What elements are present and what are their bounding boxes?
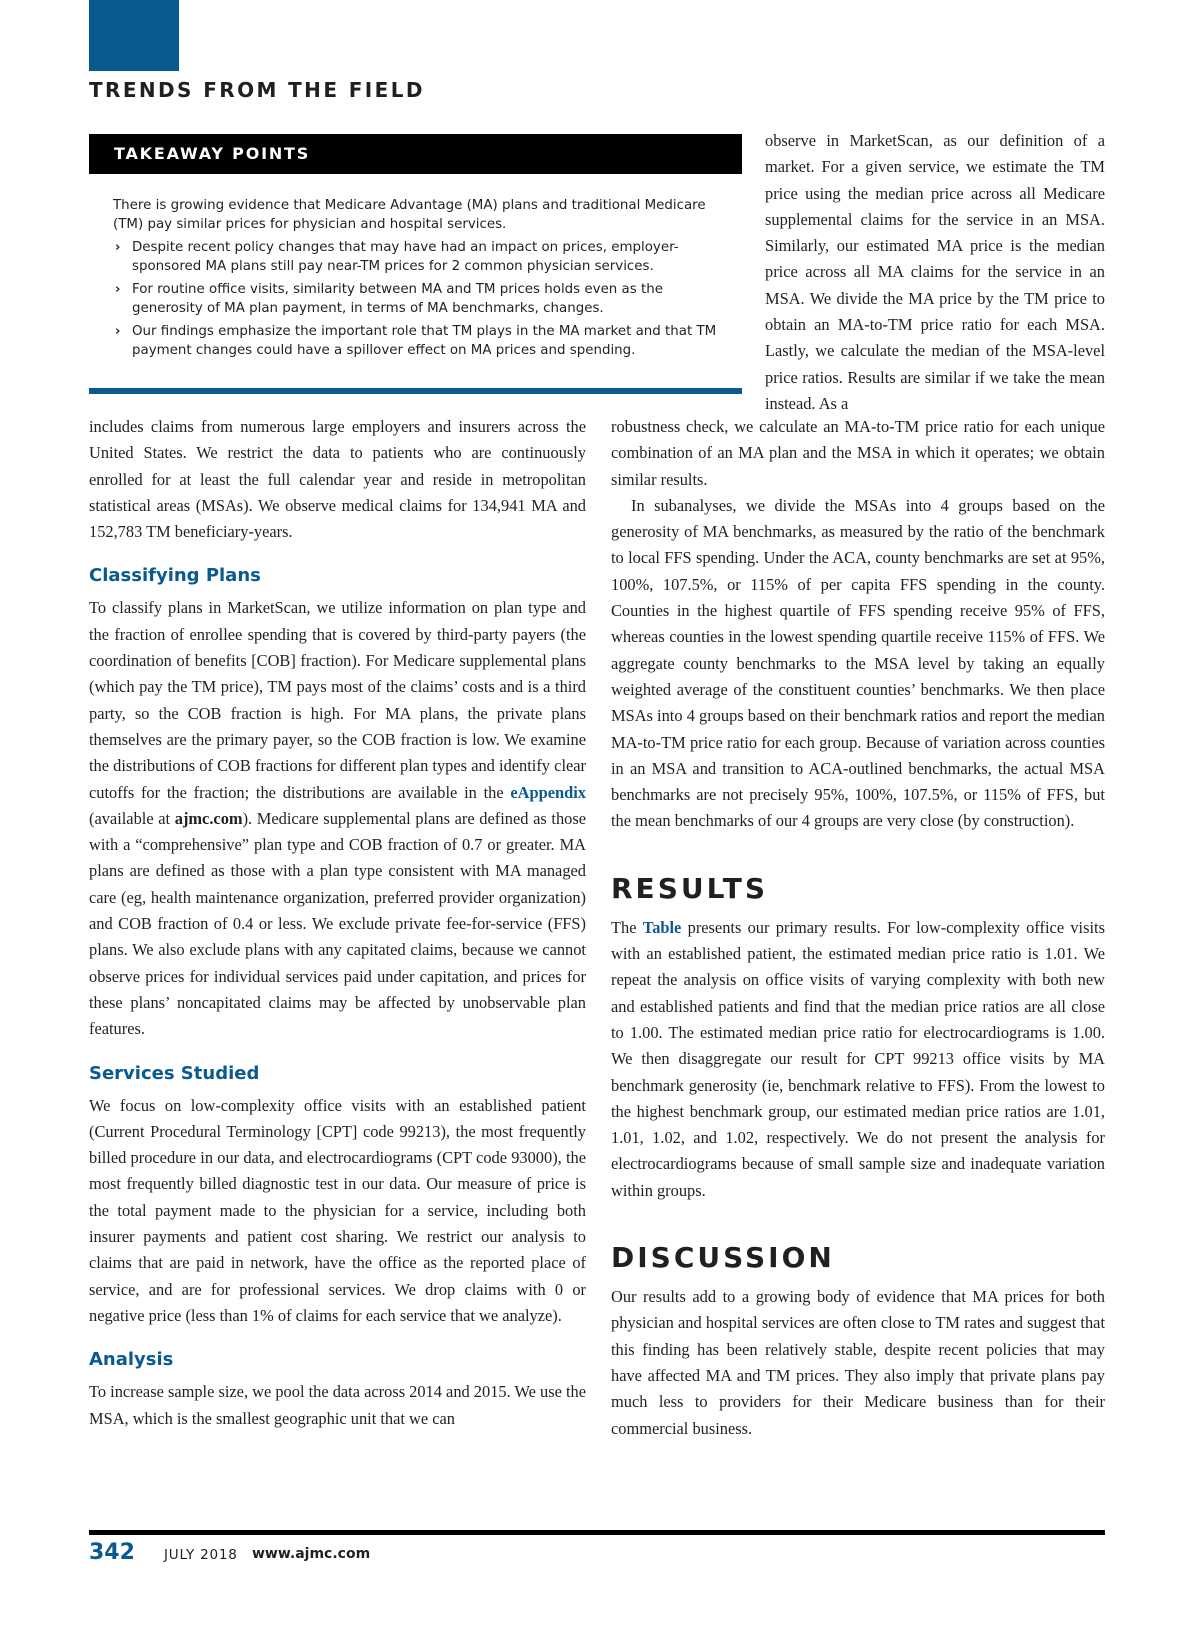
discussion-heading: DISCUSSION [611,1241,835,1275]
eappendix-link[interactable]: eAppendix [510,782,586,802]
subheading-services-studied: Services Studied [89,1062,260,1084]
takeaway-bullet: › For routine office visits, similarity between MA and TM prices holds even as the generosity of MA plan payment, in terms of MA benchmarks, changes. [115,282,663,316]
takeaway-title: TAKEAWAY POINTS [89,134,742,174]
header-color-block [89,0,179,71]
left-column [89,414,586,1432]
paragraph: We focus on low-complexity office visits with an established patient (Current Procedural Terminology [CPT] code 99213), the most frequently billed procedure in our data, and electrocardiograms (CPT code 93000), the most frequently billed diagnostic test in our data. Our measure of price is the total payment made to the physician for a service, including both insurer payments and patient cost sharing. We restrict our analysis to claims that are paid in network, have the office as the reported place of service, and are for professional services. We drop claims with 0 or negative price (less than 1% of claims for each service that we analyze). [89,1095,586,1325]
paragraph: observe in MarketScan, as our definition of a market. For a given service, we estimate the TM price using the median price across all Medicare supplemental claims for the service in an MSA. Similarly, our estimated MA price is the median price across all MA claims for the service in an MSA. We divide the MA price by the TM price to obtain an MA-to-TM price ratio for each MSA. Lastly, we calculate the median of the MSA-level price ratios. Results are similar if we take the mean instead. As a [765,131,1105,413]
right-column [611,414,1105,1442]
paragraph: To increase sample size, we pool the data across 2014 and 2015. We use the MSA, which is the smallest geographic unit that we can [89,1382,586,1428]
site-link[interactable]: ajmc.com [174,808,243,828]
paragraph: includes claims from numerous large employers and insurers across the United States. We restrict the data to patients who are continuously enrolled for at least the full calendar year and reside in metropolitan statistical areas (MSAs). We observe medical claims for 134,941 MA and 152,783 TM beneficiary-years. [89,417,586,542]
chevron-right-icon: › [115,324,121,339]
paragraph: Our results add to a growing body of evidence that MA prices for both physician and hospital services are often close to TM rates and suggest that this finding has been relatively stable, despite recent policies that may have affected MA and TM prices. They also imply that private plans pay much less to providers for their Medicare business than for their commercial business. [611,1287,1105,1438]
paragraph: To classify plans in MarketScan, we utilize information on plan type and the fraction of enrollee spending that is covered by third-party payers (the coordination of benefits [COB] fraction). For Medicare supplemental plans (which pay the TM price), TM pays most of the claims’ costs and is a third party, so the COB fraction is high. For MA plans, the private plans themselves are the primary payer, so the COB fraction is low. We examine the distributions of COB fractions for different plan types and identify clear cutoffs for the fraction; the distributions are available in the eAppendix (available at ajmc.com). Medicare supplemental plans are defined as those with a “comprehensive” plan type and COB fraction of 0.7 or greater. MA plans are defined as those with a plan type consistent with MA managed care (eg, health maintenance organization, preferred provider organization) and COB fraction of 0.4 or less. We exclude private fee-for-service (FFS) plans. We also exclude plans with any capitated claims, because we cannot observe prices for individual services paid under capitation, and prices for these plans’ noncapitated claims may be affected by unobservable plan features. [89,598,586,1039]
takeaway-bullet: › Our findings emphasize the important role that TM plays in the MA market and that TM payment changes could have a spillover effect on MA prices and spending. [115,324,717,358]
takeaway-intro: There is growing evidence that Medicare Advantage (MA) plans and traditional Medicare (TM) pay similar prices for physician and hospital services. [113,198,706,232]
page-number: 342 [89,1540,135,1565]
issue-date: JULY 2018 [164,1547,238,1563]
chevron-right-icon: › [115,282,121,297]
footer-rule [89,1530,1105,1535]
paragraph: In subanalyses, we divide the MSAs into 4 groups based on the generosity of MA benchmarks, as measured by the ratio of the benchmark to local FFS spending. Under the ACA, county benchmarks are set at 95%, 100%, 107.5%, or 115% of per capita FFS spending in the county. Counties in the highest quartile of FFS spending receive 95% of FFS, whereas counties in the lowest spending quartile receive 115% of FFS. We aggregate county benchmarks to the MSA level by taking an equally weighted average of the constituent counties’ benchmarks. We then place MSAs into 4 groups based on their benchmark ratios and report the median MA-to-TM price ratio for each group. Because of variation across counties in an MSA and transition to ACA-outlined benchmarks, the actual MSA benchmarks are not precisely 95%, 100%, 107.5%, or 115% of FFS, but the mean benchmarks of our 4 groups are very close (by construction). [611,495,1105,831]
paragraph: The Table presents our primary results. For low-complexity office visits with an established patient, the estimated median price ratio is 1.01. We repeat the analysis on office visits of varying complexity with both new and established patients and find that the median price ratios are all close to 1.00. The estimated median price ratio for electrocardiograms is 1.00. We then disaggregate our result for CPT 99213 office visits by MA benchmark generosity (ie, benchmark relative to FFS). From the lowest to the highest benchmark group, our estimated median price ratios are 1.01, 1.01, 1.02, and 1.02, respectively. We do not present the analysis for electrocardiograms because of small sample size and inadequate variation within groups. [611,917,1105,1200]
results-heading: RESULTS [611,871,769,905]
takeaway-list [113,238,722,360]
chevron-right-icon: › [115,240,121,255]
subheading-classifying-plans: Classifying Plans [89,565,261,587]
paragraph: robustness check, we calculate an MA-to-TM price ratio for each unique combination of an MA plan and the MSA in which it operates; we obtain similar results. [611,417,1105,489]
subheading-analysis: Analysis [89,1349,174,1371]
takeaway-rule [89,388,742,394]
table-link[interactable]: Table [642,917,682,937]
footer-site: www.ajmc.com [252,1546,371,1562]
takeaway-bullet: › Despite recent policy changes that may have had an impact on prices, employer-sponsored MA plans still pay near-TM prices for 2 common physician services. [115,240,679,274]
right-top-column [765,128,1105,417]
takeaway-box [89,134,742,394]
section-label: TRENDS FROM THE FIELD [89,78,425,102]
takeaway-body [89,174,742,360]
